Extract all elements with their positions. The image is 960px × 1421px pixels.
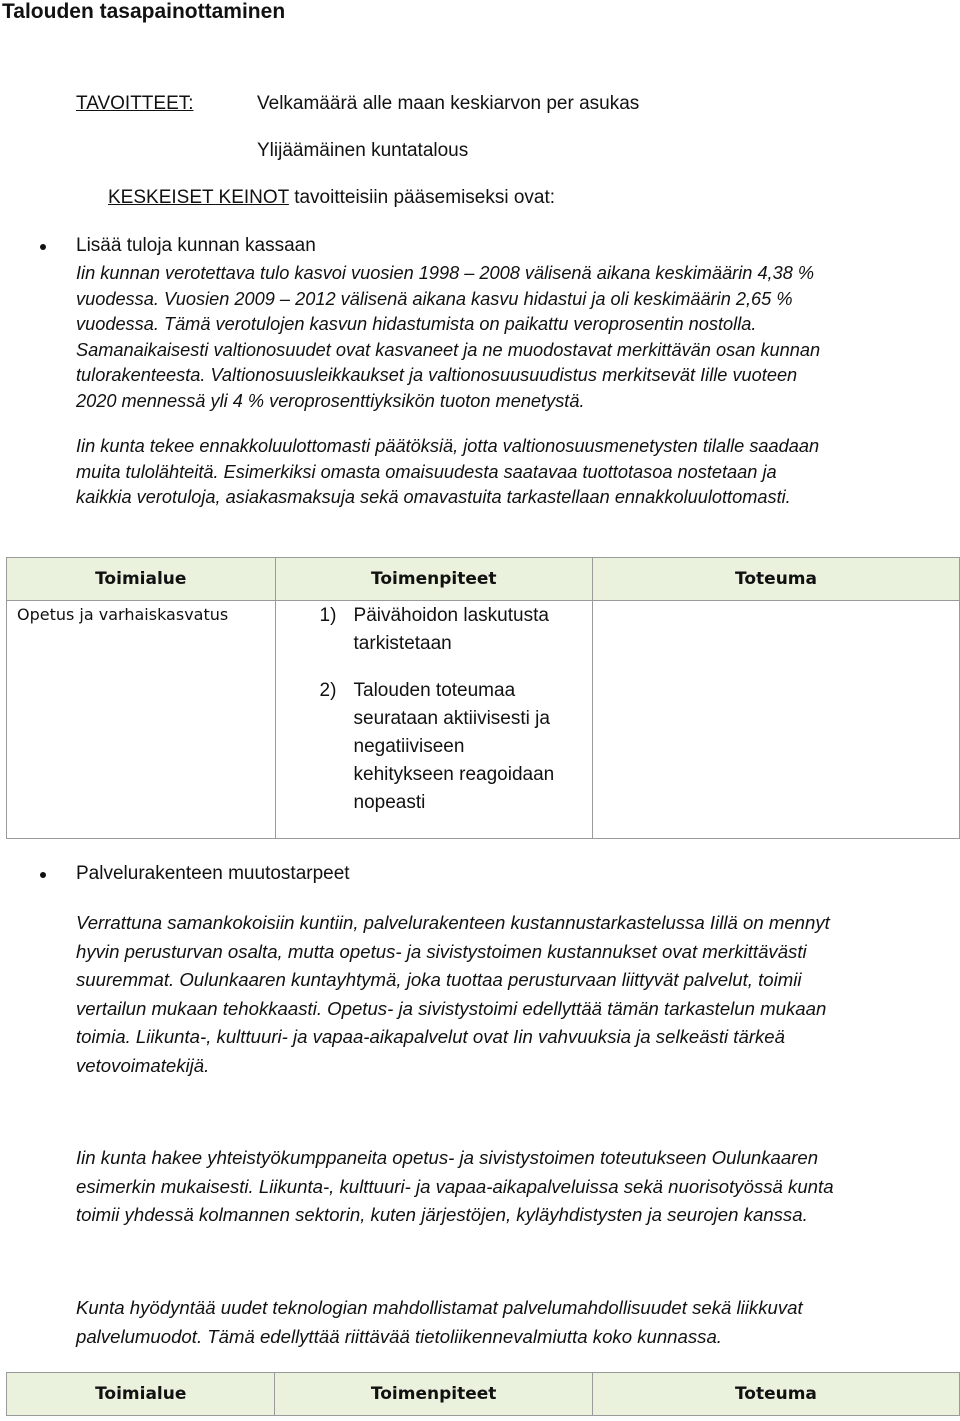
text-line: Päivähoidon laskutusta [353,605,549,626]
text-line: 2020 mennessä yli 4 % veroprosenttiyksikön tuoton menetystä. [76,390,585,411]
measures-cell [275,601,593,839]
text-line: muita tulolähteitä. Esimerkiksi omasta omaisuudesta saatavaa tuottotasoa nostetaan ja [76,461,777,482]
text-line: tarkistetaan [353,633,452,654]
measures-table-2 [6,1372,960,1416]
bullet-icon [40,244,46,250]
text-line: hyvin perusturvan osalta, mutta opetus- ja sivistystoimen kustannukset ovat merkittävästi [76,940,807,962]
text-line: Kunta hyödyntää uudet teknologian mahdollistamat palvelumahdollisuudet sekä liikkuvat [76,1297,803,1318]
text-line: vuodessa. Vuosien 2009 – 2012 välisenä aikana kasvu hidastui ja oli keskimäärin 2,65 % [76,288,793,309]
section1-bullet-text: Lisää tuloja kunnan kassaan [76,235,316,256]
text-line: Iin kunnan verotettava tulo kasvoi vuosien 1998 – 2008 välisenä aikana keskimäärin 4,38 % [76,263,815,283]
text-line: tulorakenteesta. Valtionosuusleikkaukset ja valtionosuusuudistus merkitsevät Iille vuoteen [76,365,798,385]
text-line: vuodessa. Tämä verotulojen kasvun hidastumista on paikattu veroprosentin nostolla. [76,314,757,334]
table-header-row [7,558,960,601]
table-header-row [7,1373,960,1416]
section2-paragraph-2 [76,1144,951,1230]
text-line: seurataan aktiivisesti ja [353,708,550,729]
area-cell: Opetus ja varhaiskasvatus [7,601,276,839]
header-area: Toimialue [7,558,276,601]
list-item [276,602,593,658]
text-line: Iin kunta tekee ennakkoluulottomasti päätöksiä, jotta valtionosuusmenetysten tilalle saadaan [76,436,820,456]
text-line: vertailun mukaan tehokkaasti. Opetus- ja sivistystoimi edellyttää tämän tarkastelun mukaan [76,997,827,1019]
text-line: Iin kunta hakee yhteistyökumppaneita opetus- ja sivistystoimen toteutukseen Oulunkaaren [76,1147,819,1168]
section1-paragraph-2 [76,434,951,511]
header-measures: Toimenpiteet [275,1373,592,1416]
section2-bullet-text: Palvelurakenteen muutostarpeet [76,863,350,884]
measures-list [276,602,593,817]
measures-table [6,557,960,839]
text-line: vetovoimatekijä. [76,1054,210,1076]
key-means-rest: tavoitteisiin pääsemiseksi ovat: [288,187,556,208]
list-number: 2) [319,680,337,701]
section2-paragraph-1 [76,909,951,1080]
table-row [7,601,960,839]
result-cell [593,601,960,839]
header-measures: Toimenpiteet [275,558,593,601]
section2-paragraph-3 [76,1294,951,1351]
header-result: Toteuma [593,558,960,601]
text-line: toimia. Liikunta-, kulttuuri- ja vapaa-aikapalvelut ovat Iin vahvuuksia ja selkeästi tärkeä [76,1026,785,1047]
page-title: Talouden tasapainottaminen [2,0,286,23]
text-line: suuremmat. Oulunkaaren kuntayhtymä, joka tuottaa perusturvaan liittyvät palvelut, toimii [76,969,802,990]
text-line: esimerkin mukaisesti. Liikunta-, kulttuuri- ja vapaa-aikapalveluissa sekä nuorisotyössä kunta [76,1175,834,1197]
goals-label: TAVOITTEET: [76,93,194,114]
header-result: Toteuma [592,1373,959,1416]
text-line: Talouden toteumaa [353,680,516,701]
header-area: Toimialue [7,1373,275,1416]
goal-item: Velkamäärä alle maan keskiarvon per asukas [257,93,640,114]
key-means-heading [108,187,555,209]
text-line: toimii yhdessä kolmannen sektorin, kuten järjestöjen, kyläyhdistysten ja seurojen kanssa. [76,1204,808,1225]
text-line: palvelumuodot. Tämä edellyttää riittävää tietoliikennevalmiutta koko kunnassa. [76,1325,722,1347]
bullet-icon [40,872,46,878]
text-line: Verrattuna samankokoisiin kuntiin, palvelurakenteen kustannustarkastelussa Iillä on mennyt [76,912,830,933]
key-means-label: KESKEISET KEINOT [108,187,289,208]
text-line: kehitykseen reagoidaan [353,764,555,785]
goal-item: Ylijäämäinen kuntatalous [257,140,469,161]
text-line: negatiiviseen [353,736,465,757]
section1-paragraph [76,261,951,414]
list-number: 1) [319,605,337,626]
text-line: kaikkia verotuloja, asiakasmaksuja sekä omavastuita tarkastellaan ennakkoluulottomasti. [76,487,791,507]
text-line: nopeasti [353,792,426,813]
list-item [276,677,593,817]
text-line: Samanaikaisesti valtionosuudet ovat kasvaneet ja ne muodostavat merkittävän osan kunnan [76,339,821,360]
